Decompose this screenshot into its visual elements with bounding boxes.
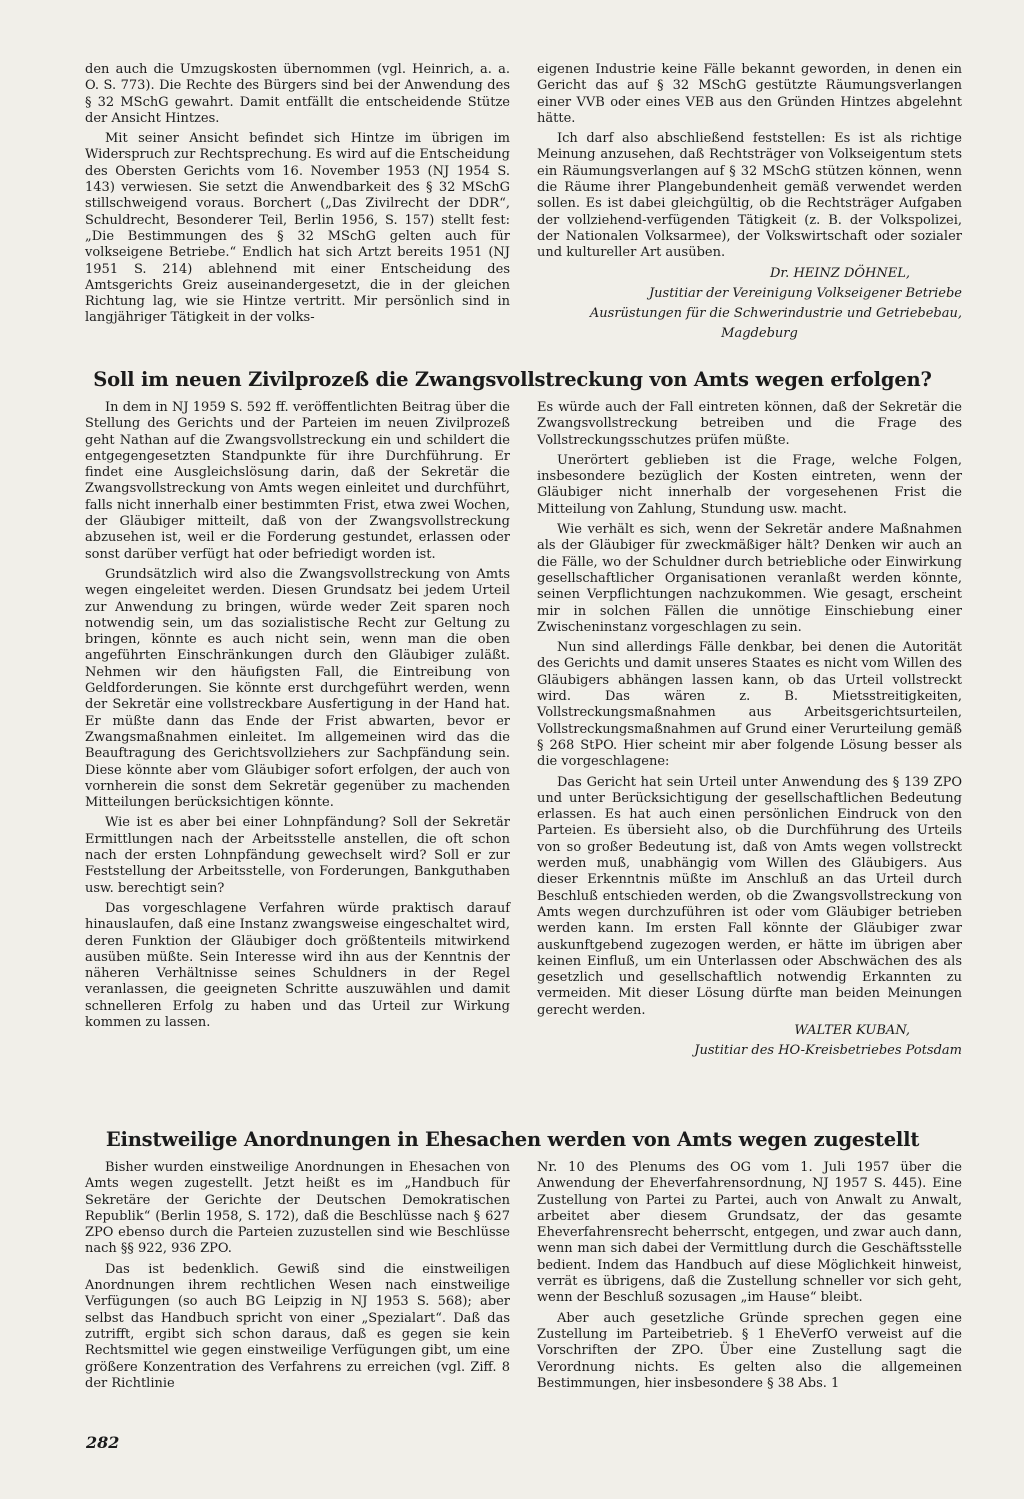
- paragraph: Nr. 10 des Plenums des OG vom 1. Juli 1957 über die Anwendung der Eheverfahrensordnung, NJ 1957 S. 445). Eine Zustellung von Partei zu Partei, auch von Anwalt zu Anwalt, arbeitet aber diesem Grundsatz, der das gesamte Eheverfahrensrecht beherrscht, entgegen, und zwar auch dann, wenn man sich dabei der Vermittlung durch die Geschäftsstelle bedient. Indem das Handbuch auf diese Möglichkeit hinweist, verrät es übrigens, daß die Zustellung schneller vor sich geht, wenn der Beschluß sozusagen „im Hause“ bleibt.: [537, 1160, 962, 1306]
- paragraph: Wie verhält es sich, wenn der Sekretär andere Maßnahmen als der Gläubiger für zweckmäßiger hält? Denken wir auch an die Fälle, wo der Schuldner durch betriebliche oder Einwirkung gesellschaftlicher Organisationen veranlaßt werden könnte, seinen Verpflichtungen nachzukommen. Wie gesagt, erscheint mir in solchen Fällen die unnötige Einschiebung einer Zwischeninstanz vorgeschlagen zu sein.: [537, 522, 962, 635]
- paragraph: Das ist bedenklich. Gewiß sind die einstweiligen Anordnungen ihrem rechtlichen Wesen nach einstweilige Verfügungen (so auch BG Leipzig in NJ 1953 S. 568); aber selbst das Handbuch spricht von einer „Spezialart“. Daß das zutrifft, ergibt sich schon daraus, daß es gegen sie kein Rechtsmittel wie gegen einstweilige Verfügungen gibt, um eine größere Konzentration des Verfahrens zu erreichen (vgl. Ziff. 8 der Richtlinie: [85, 1261, 510, 1391]
- article-heading: Soll im neuen Zivilprozeß die Zwangsvollstreckung von Amts wegen erfolgen?: [93, 368, 932, 391]
- author-location: Magdeburg: [721, 326, 798, 342]
- section1-right-column: [537, 62, 962, 347]
- paragraph: Wie ist es aber bei einer Lohnpfändung? Soll der Sekretär Ermittlungen nach der Arbeitsstelle anstellen, die oft schon nach der ersten Lohnpfändung gewechselt wird? Soll er zur Feststellung der Arbeitsstelle, von Forderungen, Bankguthaben usw. berechtigt sein?: [85, 815, 510, 896]
- section2-left-column: [85, 400, 510, 1035]
- section2-right-column: [537, 400, 962, 1064]
- paragraph: Das Gericht hat sein Urteil unter Anwendung des § 139 ZPO und unter Berücksichtigung der gesellschaftlichen Bedeutung erlassen. Es hat auch einen persönlichen Eindruck von den Parteien. Es übersieht also, ob die Durchführung des Urteils von so großer Bedeutung ist, daß von Amts wegen vollstreckt werden muß, unabhängig vom Willen des Gläubigers. Aus dieser Erkenntnis müßte im Anschluß an das Urteil durch Beschluß entschieden werden, ob die Zwangsvollstreckung von Amts wegen durchzuführen ist oder vom Gläubiger betrieben werden kann. Im ersten Fall könnte der Gläubiger zwar auskunftgebend zugezogen werden, er hätte im übrigen aber keinen Einfluß, um ein Unterlassen oder Abschwächen des als gesetzlich und gesellschaftlich notwendig Erkannten zu vermeiden. Mit dieser Lösung dürfte man beiden Meinungen gerecht werden.: [537, 774, 962, 1018]
- page-number: 282: [86, 1433, 120, 1452]
- paragraph: Unerörtert geblieben ist die Frage, welche Folgen, insbesondere bezüglich der Kosten eintreten, wenn der Gläubiger nicht innerhalb der vorgesehenen Frist die Mitteilung von Zahlung, Stundung usw. macht.: [537, 452, 962, 517]
- section3-left-column: [85, 1160, 510, 1396]
- paragraph: eigenen Industrie keine Fälle bekannt geworden, in denen ein Gericht das auf § 32 MSchG gestützte Räumungsverlangen einer VVB oder eines VEB aus den Gründen Hintzes abgelehnt hätte.: [537, 62, 962, 126]
- author-affiliation: Justitiar des HO-Kreisbetriebes Potsdam: [694, 1043, 962, 1059]
- paragraph: Ich darf also abschließend feststellen: Es ist als richtige Meinung anzusehen, daß Rechtsträger von Volkseigentum stets ein Räumungsverlangen auf § 32 MSchG stützen können, wenn die Räume ihrer Plangebundenheit gemäß verwendet werden sollen. Es ist dabei gleichgültig, ob die Rechtsträger Aufgaben der vollziehend-verfügenden Tätigkeit (z. B. der Volkspolizei, der Nationalen Volksarmee), der Volkswirtschaft oder sozialer und kultureller Art ausüben.: [537, 131, 962, 261]
- paragraph: Das vorgeschlagene Verfahren würde praktisch darauf hinauslaufen, daß eine Instanz zwangsweise eingeschaltet wird, deren Funktion der Gläubiger doch größtenteils mitwirkend ausüben müßte. Sein Interesse wird ihn aus der Kenntnis der näheren Verhältnisse seines Schuldners in der Regel veranlassen, die geeigneten Schritte auszuwählen und damit schnelleren Erfolg zu haben und das Urteil zur Wirkung kommen zu lassen.: [85, 900, 510, 1030]
- paragraph: Mit seiner Ansicht befindet sich Hintze im übrigen im Widerspruch zur Rechtsprechung. Es wird auf die Entscheidung des Obersten Gerichts vom 16. November 1953 (NJ 1954 S. 143) verwiesen. Sie setzt die Anwendbarkeit des § 32 MSchG stillschweigend voraus. Borchert („Das Zivilrecht der DDR“, Schuldrecht, Besonderer Teil, Berlin 1956, S. 157) stellt fest: „Die Bestimmungen des § 32 MSchG gelten auch für volkseigene Betriebe.“ Endlich hat sich Artzt bereits 1951 (NJ 1951 S. 214) ablehnend mit einer Entscheidung des Amtsgerichts Greiz auseinandergesetzt, die in der gleichen Richtung lag, wie sie Hintze vertritt. Mir persönlich sind in langjähriger Tätigkeit in der volks-: [85, 131, 510, 326]
- paragraph: In dem in NJ 1959 S. 592 ff. veröffentlichten Beitrag über die Stellung des Gerichts und der Parteien im neuen Zivilprozeß geht Nathan auf die Zwangsvollstreckung ein und schildert die entgegengesetzten Standpunkte für ihre Durchführung. Er findet eine Ausgleichslösung darin, daß der Sekretär die Zwangsvollstreckung von Amts wegen einleitet und durchführt, falls nicht innerhalb einer bestimmten Frist, etwa zwei Wochen, der Gläubiger mitteilt, daß von der Zwangsvollstreckung abzusehen ist, weil er die Forderung gestundet, erlassen oder sonst darüber verfügt hat oder befriedigt worden ist.: [85, 400, 510, 562]
- paragraph: Aber auch gesetzliche Gründe sprechen gegen eine Zustellung im Parteibetrieb. § 1 EheVerfO verweist auf die Vorschriften der ZPO. Über eine Zustellung sagt die Verordnung nichts. Es gelten also die allgemeinen Bestimmungen, hier insbesondere § 38 Abs. 1: [537, 1310, 962, 1391]
- author-name: WALTER KUBAN,: [794, 1022, 910, 1038]
- author-affiliation: Ausrüstungen für die Schwerindustrie und Getriebebau,: [589, 306, 962, 322]
- paragraph: Es würde auch der Fall eintreten können, daß der Sekretär die Zwangsvollstreckung betreiben und die Frage des Vollstreckungsschutzes prüfen müßte.: [537, 400, 962, 448]
- paragraph: Bisher wurden einstweilige Anordnungen in Ehesachen von Amts wegen zugestellt. Jetzt heißt es im „Handbuch für Sekretäre der Gerichte der Deutschen Demokratischen Republik“ (Berlin 1958, S. 172), daß die Beschlüsse nach § 627 ZPO ebenso durch die Parteien zuzustellen sind wie Beschlüsse nach §§ 922, 936 ZPO.: [85, 1160, 510, 1257]
- paragraph: den auch die Umzugskosten übernommen (vgl. Heinrich, a. a. O. S. 773). Die Rechte des Bürgers sind bei der Anwendung des § 32 MSchG gewahrt. Damit entfällt die entscheidende Stütze der Ansicht Hintzes.: [85, 62, 510, 126]
- paragraph: Grundsätzlich wird also die Zwangsvollstreckung von Amts wegen eingeleitet werden. Diesen Grundsatz bei jedem Urteil zur Anwendung zu bringen, würde weder Zeit sparen noch notwendig sein, um das sozialistische Recht zur Geltung zu bringen, könnte es auch nicht sein, wenn man die oben angeführten Einschränkungen durch den Gläubiger zuläßt. Nehmen wir den häufigsten Fall, die Eintreibung von Geldforderungen. Sie könnte erst durchgeführt werden, wenn der Sekretär eine vollstreckbare Ausfertigung in der Hand hat. Er müßte dann das Ende der Frist abwarten, bevor er Zwangsmaßnahmen einleitet. Im allgemeinen wird das die Beauftragung des Gerichtsvollziehers zur Sachpfändung sein. Diese könnte aber vom Gläubiger sofort erfolgen, der auch von vornherein die sonst dem Sekretär gegenüber zu machenden Mitteilungen berücksichtigen könnte.: [85, 566, 510, 811]
- section3-right-column: [537, 1160, 962, 1396]
- author-affiliation: Justitiar der Vereinigung Volkseigener Betriebe: [648, 285, 962, 301]
- author-name: Dr. HEINZ DÖHNEL,: [769, 265, 910, 281]
- article-heading: Einstweilige Anordnungen in Ehesachen werden von Amts wegen zugestellt: [105, 1128, 920, 1151]
- paragraph: Nun sind allerdings Fälle denkbar, bei denen die Autorität des Gerichts und damit unseres Staates es nicht vom Willen des Gläubigers abhängen lassen kann, ob das Urteil vollstreckt wird. Das wären z. B. Mietsstreitigkeiten, Vollstreckungsmaßnahmen aus Arbeitsgerichtsurteilen, Vollstreckungsmaßnahmen auf Grund einer Verurteilung gemäß § 268 StPO. Hier scheint mir aber folgende Lösung besser als die vorgeschlagene:: [537, 640, 962, 770]
- section1-left-column: [85, 62, 510, 331]
